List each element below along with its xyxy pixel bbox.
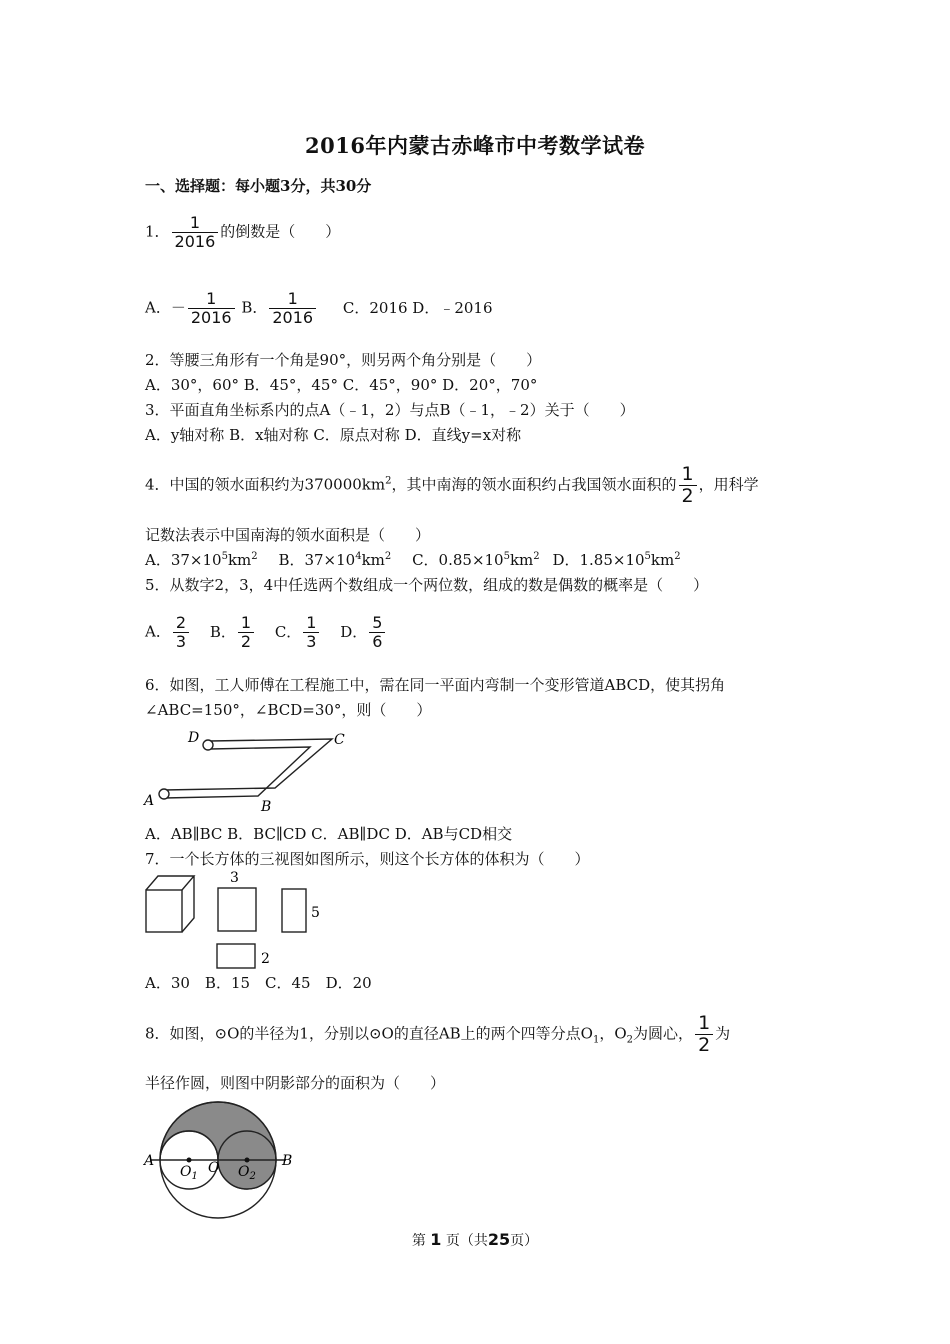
label-o2: $O_2$ <box>238 1164 256 1182</box>
label-b: B <box>261 799 272 815</box>
section-heading-choice: 一、选择题：每小题3分，共30分 <box>145 177 372 195</box>
question-3-stem: 3．平面直角坐标系内的点A（﹣1，2）与点B（﹣1，﹣2）关于（ ） <box>145 401 635 419</box>
option-a-fraction: $\frac{2}{3}$ <box>173 614 189 651</box>
question-8-stem-line2: 半径作圆，则图中阴影部分的面积为（ ） <box>145 1074 446 1092</box>
three-views-figure <box>140 870 340 975</box>
question-4-stem-line2: 记数法表示中国南海的领水面积是（ ） <box>145 526 431 544</box>
question-8-stem: 8．如图，⊙O的半径为1，分别以⊙O的直径AB上的两个四等分点$O_1$，$O_2$为圆心， $\frac{1}{2}$ 为 <box>145 1012 731 1056</box>
question-6-stem-line2: ∠ABC=150°，∠BCD=30°，则（ ） <box>145 701 432 719</box>
dimension-side: 5 <box>311 905 320 921</box>
question-2-options: A．30°，60° B．45°，45° C．45°，90° D．20°，70° <box>145 376 538 394</box>
option-cd-text: C．2016 D．﹣2016 <box>342 298 493 317</box>
label-a: A <box>144 793 155 809</box>
current-page-number: 1 <box>430 1230 442 1249</box>
label-o1: $O_1$ <box>180 1164 198 1182</box>
question-2-stem: 2．等腰三角形有一个角是90°，则另两个角分别是（ ） <box>145 351 542 369</box>
yin-yang-circle-figure <box>140 1100 310 1225</box>
option-a-fraction: $\frac{1}{2016}$ <box>188 290 235 327</box>
fraction: $\frac{1}{2}$ <box>679 464 697 507</box>
option-c-fraction: $\frac{1}{3}$ <box>303 614 319 651</box>
label-c: C <box>334 732 345 748</box>
question-7-options: A．30 B．15 C．45 D．20 <box>145 974 372 992</box>
question-6-options: A．AB∥BC B．BC∥CD C．AB∥DC D．AB与CD相交 <box>145 825 513 843</box>
question-5-stem: 5．从数字2，3，4中任选两个数组成一个两位数，组成的数是偶数的概率是（ ） <box>145 576 709 594</box>
question-3-options: A．y轴对称 B．x轴对称 C．原点对称 D．直线y=x对称 <box>145 426 522 444</box>
dimension-bottom: 2 <box>261 951 270 967</box>
dimension-top: 3 <box>230 870 239 886</box>
pipe-figure <box>140 728 360 820</box>
label-o: O <box>208 1160 220 1176</box>
option-b-label: B． <box>241 298 268 317</box>
question-text: 的倒数是（ ） <box>220 222 341 241</box>
page-title: 2016年内蒙古赤峰市中考数学试卷 <box>305 133 645 158</box>
question-4-options: A．$37\times 10^5km^2$ B．$37\times 10^4km^2$ C．$0.85\times 10^5km^2$ D．$1.85\times 10^5km^2$ <box>145 551 681 569</box>
label-b: B <box>282 1153 293 1169</box>
question-7-stem: 7．一个长方体的三视图如图所示，则这个长方体的体积为（ ） <box>145 850 590 868</box>
question-5-options: A． $\frac{2}{3}$ B． $\frac{1}{2}$ C． $\frac{1}{3}$ D． $\frac{5}{6}$ <box>145 614 387 651</box>
fraction: $\frac{1}{2016}$ <box>172 214 219 251</box>
option-a-label: A．－ <box>145 298 186 317</box>
page-footer: 第 1 页（共25页） <box>411 1230 539 1249</box>
option-d-fraction: $\frac{5}{6}$ <box>369 614 385 651</box>
question-6-stem: 6．如图，工人师傅在工程施工中，需在同一平面内弯制一个变形管道ABCD，使其拐角 <box>145 676 726 694</box>
question-number: 1． <box>145 222 170 241</box>
fraction: $\frac{1}{2}$ <box>695 1013 713 1056</box>
total-pages: 25 <box>487 1230 511 1249</box>
label-d: D <box>188 730 200 746</box>
question-1-options <box>145 290 493 327</box>
option-b-fraction: $\frac{1}{2}$ <box>238 614 254 651</box>
question-4-stem: 4．中国的领水面积约为$370000km^2$，其中南海的领水面积约占我国领水面积的 $\frac{1}{2}$ ，用科学 <box>145 463 759 507</box>
label-a: A <box>144 1153 155 1169</box>
option-b-fraction: $\frac{1}{2016}$ <box>269 290 316 327</box>
question-1-stem <box>145 214 340 251</box>
